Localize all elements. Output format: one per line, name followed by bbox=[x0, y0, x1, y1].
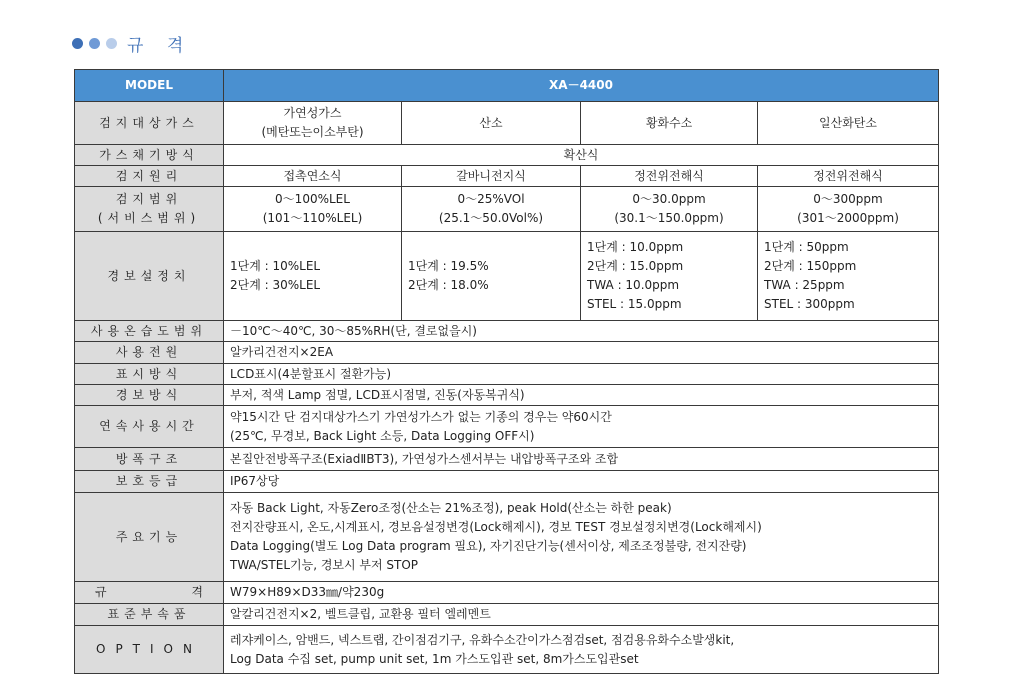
value-line: 2단계 : 15.0ppm bbox=[587, 259, 684, 273]
row-value bbox=[758, 232, 939, 321]
row-value: 부저, 적색 Lamp 점멸, LCD표시점멸, 진동(자동복귀식) bbox=[224, 385, 939, 406]
row-value bbox=[581, 187, 758, 232]
row-label: 가스채기방식 bbox=[75, 145, 224, 166]
model-header-value: XA－4400 bbox=[224, 70, 939, 102]
value-line: 1단계 : 50ppm bbox=[764, 240, 849, 254]
table-row bbox=[75, 232, 939, 321]
model-header-label: MODEL bbox=[75, 70, 224, 102]
value-line: (101～110%LEL) bbox=[262, 211, 363, 225]
value-line: 1단계 : 19.5% bbox=[408, 259, 489, 273]
value-line: 레쟈케이스, 암밴드, 넥스트랩, 간이점검기구, 유화수소간이가스점검set, 점검용유화수소발생kit, bbox=[230, 632, 735, 647]
value-line: (301～2000ppm) bbox=[797, 211, 899, 225]
table-row bbox=[75, 448, 939, 471]
table-row bbox=[75, 385, 939, 406]
spec-table bbox=[74, 69, 939, 674]
value-line: (30.1～150.0ppm) bbox=[614, 211, 724, 225]
row-value: 접촉연소식 bbox=[224, 166, 402, 187]
label-line: (서비스범위) bbox=[97, 211, 201, 225]
table-row bbox=[75, 604, 939, 626]
value-line: TWA : 10.0ppm bbox=[587, 278, 680, 292]
row-value bbox=[402, 187, 581, 232]
gas-cell: 산소 bbox=[402, 102, 581, 145]
row-value: 알칼리건전지×2, 벨트클립, 교환용 필터 엘레멘트 bbox=[224, 604, 939, 626]
label-char: 격 bbox=[191, 585, 203, 599]
row-value: 갈바니전지식 bbox=[402, 166, 581, 187]
row-value: 확산식 bbox=[224, 145, 939, 166]
value-line: TWA : 25ppm bbox=[764, 278, 845, 292]
gas-sub: (메탄또는이소부탄) bbox=[261, 125, 364, 139]
row-label: 사용온습도범위 bbox=[75, 321, 224, 342]
table-row bbox=[75, 342, 939, 364]
value-line: 2단계 : 150ppm bbox=[764, 259, 857, 273]
table-row bbox=[75, 364, 939, 385]
value-line: STEL : 300ppm bbox=[764, 297, 855, 311]
value-line: 약15시간 단 검지대상가스기 가연성가스가 없는 기종의 경우는 약60시간 bbox=[230, 409, 612, 424]
row-value: 본질안전방폭구조(ExiadⅡBT3), 가연성가스센서부는 내압방폭구조와 조합 bbox=[224, 448, 939, 471]
row-label bbox=[75, 187, 224, 232]
table-row bbox=[75, 406, 939, 448]
row-value bbox=[581, 232, 758, 321]
gas-cell: 황화수소 bbox=[581, 102, 758, 145]
value-line: 1단계 : 10%LEL bbox=[230, 259, 321, 273]
row-value: 정전위전해식 bbox=[581, 166, 758, 187]
label-line: 검지범위 bbox=[115, 192, 183, 206]
bullet-dot-icon bbox=[106, 38, 117, 49]
row-label bbox=[75, 582, 224, 604]
header-row bbox=[75, 70, 939, 102]
row-value bbox=[402, 232, 581, 321]
gas-name: 가연성가스 bbox=[283, 106, 342, 120]
row-label: 검지대상가스 bbox=[75, 102, 224, 145]
row-label: 표시방식 bbox=[75, 364, 224, 385]
value-line: 자동 Back Light, 자동Zero조정(산소는 21%조정), peak Hold(산소는 하한 peak) bbox=[230, 501, 672, 515]
table-row bbox=[75, 321, 939, 342]
table-row bbox=[75, 582, 939, 604]
row-value: IP67상당 bbox=[224, 471, 939, 493]
row-value bbox=[224, 232, 402, 321]
row-value bbox=[758, 187, 939, 232]
table-row bbox=[75, 102, 939, 145]
label-char: 규 bbox=[95, 585, 107, 599]
row-value bbox=[224, 493, 939, 582]
value-line: 2단계 : 18.0% bbox=[408, 278, 489, 292]
gas-cell: 일산화탄소 bbox=[758, 102, 939, 145]
value-line: Data Logging(별도 Log Data program 필요), 자기진단기능(센서이상, 제조조정불량, 전지잔량) bbox=[230, 539, 747, 553]
value-line: 0～300ppm bbox=[813, 192, 883, 206]
value-line: 전지잔량표시, 온도,시계표시, 경보음설정변경(Lock해제시), 경보 TEST 경보설정치변경(Lock해제시) bbox=[230, 520, 762, 534]
table-row bbox=[75, 145, 939, 166]
row-label: 연속사용시간 bbox=[75, 406, 224, 448]
row-value bbox=[224, 406, 939, 448]
table-row bbox=[75, 187, 939, 232]
value-line: 2단계 : 30%LEL bbox=[230, 278, 321, 292]
row-label: 주요기능 bbox=[75, 493, 224, 582]
value-line: TWA/STEL기능, 경보시 부저 STOP bbox=[230, 558, 419, 572]
title-text: 규 격 bbox=[127, 35, 193, 56]
row-value: W79×H89×D33㎜/약230g bbox=[224, 582, 939, 604]
row-label: 사용전원 bbox=[75, 342, 224, 364]
value-line: (25℃, 무경보, Back Light 소등, Data Logging OFF시) bbox=[230, 428, 535, 443]
row-value bbox=[224, 187, 402, 232]
value-line: (25.1～50.0Vol%) bbox=[438, 211, 544, 225]
value-line: Log Data 수집 set, pump unit set, 1m 가스도입관 set, 8m가스도입관set bbox=[230, 651, 639, 666]
table-row bbox=[75, 493, 939, 582]
row-label: 검지원리 bbox=[75, 166, 224, 187]
row-label: 경보설정치 bbox=[75, 232, 224, 321]
row-label: OPTION bbox=[75, 626, 224, 674]
row-label: 보호등급 bbox=[75, 471, 224, 493]
table-row bbox=[75, 626, 939, 674]
value-line: 0～30.0ppm bbox=[632, 192, 706, 206]
value-line: STEL : 15.0ppm bbox=[587, 297, 682, 311]
row-value: －10℃～40℃, 30～85%RH(단, 결로없을시) bbox=[224, 321, 939, 342]
row-label: 경보방식 bbox=[75, 385, 224, 406]
value-line: 1단계 : 10.0ppm bbox=[587, 240, 684, 254]
table-row bbox=[75, 471, 939, 493]
bullet-dot-icon bbox=[72, 38, 83, 49]
row-value: 알카리건전지×2EA bbox=[224, 342, 939, 364]
row-label: 표준부속품 bbox=[75, 604, 224, 626]
section-title bbox=[72, 30, 192, 56]
row-value: 정전위전해식 bbox=[758, 166, 939, 187]
table-row bbox=[75, 166, 939, 187]
value-line: 0～25%VOl bbox=[457, 192, 525, 206]
row-value: LCD표시(4분할표시 절환가능) bbox=[224, 364, 939, 385]
row-label: 방폭구조 bbox=[75, 448, 224, 471]
gas-cell bbox=[224, 102, 402, 145]
bullet-dot-icon bbox=[89, 38, 100, 49]
value-line: 0～100%LEL bbox=[275, 192, 350, 206]
row-value bbox=[224, 626, 939, 674]
